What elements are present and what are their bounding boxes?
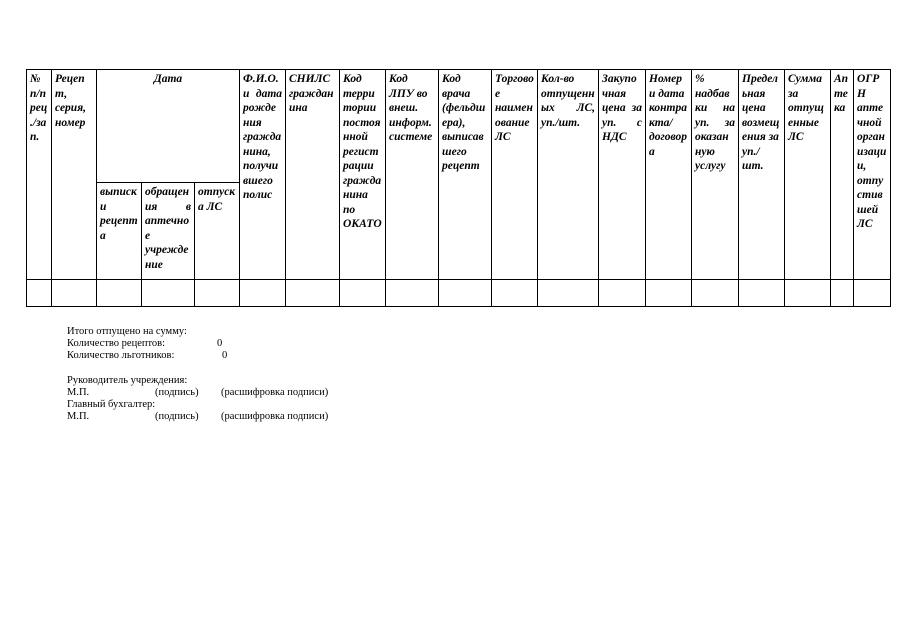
header-quantity: Кол-во отпущенных ЛС, уп./шт.: [538, 70, 599, 280]
accountant-sign-row: [67, 411, 329, 423]
header-doctor: Код врача (фельдшера), выписавшего рецепт: [439, 70, 492, 280]
register-table: [26, 69, 891, 307]
signature-label: (подпись): [155, 386, 199, 398]
header-date: Дата: [97, 70, 240, 183]
signature-label: (подпись): [155, 411, 199, 423]
recipes-label: Количество рецептов:: [67, 338, 166, 350]
header-date-issue: выписки рецепта: [97, 183, 142, 280]
beneficiaries-value: 0: [222, 350, 228, 362]
header-markup: % надбавки на уп. за оказанную услугу: [692, 70, 739, 280]
head-row: [67, 375, 187, 387]
stamp-label: М.П.: [67, 411, 90, 423]
header-date-visit: обращения в аптечное учреждение: [142, 183, 195, 280]
header-date-release: отпуска ЛС: [195, 183, 240, 280]
signature-decode-label: (расшифровка подписи): [221, 411, 329, 423]
header-lpu: Код ЛПУ во внеш. информ. системе: [386, 70, 439, 280]
header-territory: Код территории постоянной регистрации гражданина по ОКАТО: [340, 70, 386, 280]
accountant-label: Главный бухгалтер:: [67, 398, 156, 410]
header-snils: СНИЛС гражданина: [286, 70, 340, 280]
total-row: [67, 326, 187, 338]
header-purchase-price: Закупочная цена за уп. с НДС: [599, 70, 646, 280]
total-label: Итого отпущено на сумму:: [67, 326, 187, 337]
recipes-row: [67, 338, 223, 350]
header-ogrn: ОГРН аптечной организации, отпустившей ЛС: [854, 70, 891, 280]
recipes-value: 0: [217, 338, 223, 350]
stamp-label: М.П.: [67, 386, 90, 398]
signature-decode-label: (расшифровка подписи): [221, 386, 329, 398]
beneficiaries-label: Количество льготников:: [67, 350, 175, 362]
header-trade-name: Торговое наименование ЛС: [492, 70, 538, 280]
beneficiaries-row: [67, 350, 228, 362]
report-footer: [67, 326, 329, 423]
header-contract: Номер и дата контракта/договора: [646, 70, 692, 280]
head-label: Руководитель учреждения:: [67, 374, 188, 386]
header-max-price: Предельная цена возмещения за уп./шт.: [739, 70, 785, 280]
header-recipe: Рецепт, серия, номер: [52, 70, 97, 280]
accountant-row: [67, 399, 187, 411]
head-sign-row: [67, 386, 329, 399]
header-num: № п/п рец./за п.: [27, 70, 52, 280]
header-fio: Ф.И.О. и дата рождения гражданина, получившего полис: [240, 70, 286, 280]
table-row: [27, 280, 891, 307]
header-sum: Сумма за отпущенные ЛС: [785, 70, 831, 280]
header-pharmacy: Аптека: [831, 70, 854, 280]
